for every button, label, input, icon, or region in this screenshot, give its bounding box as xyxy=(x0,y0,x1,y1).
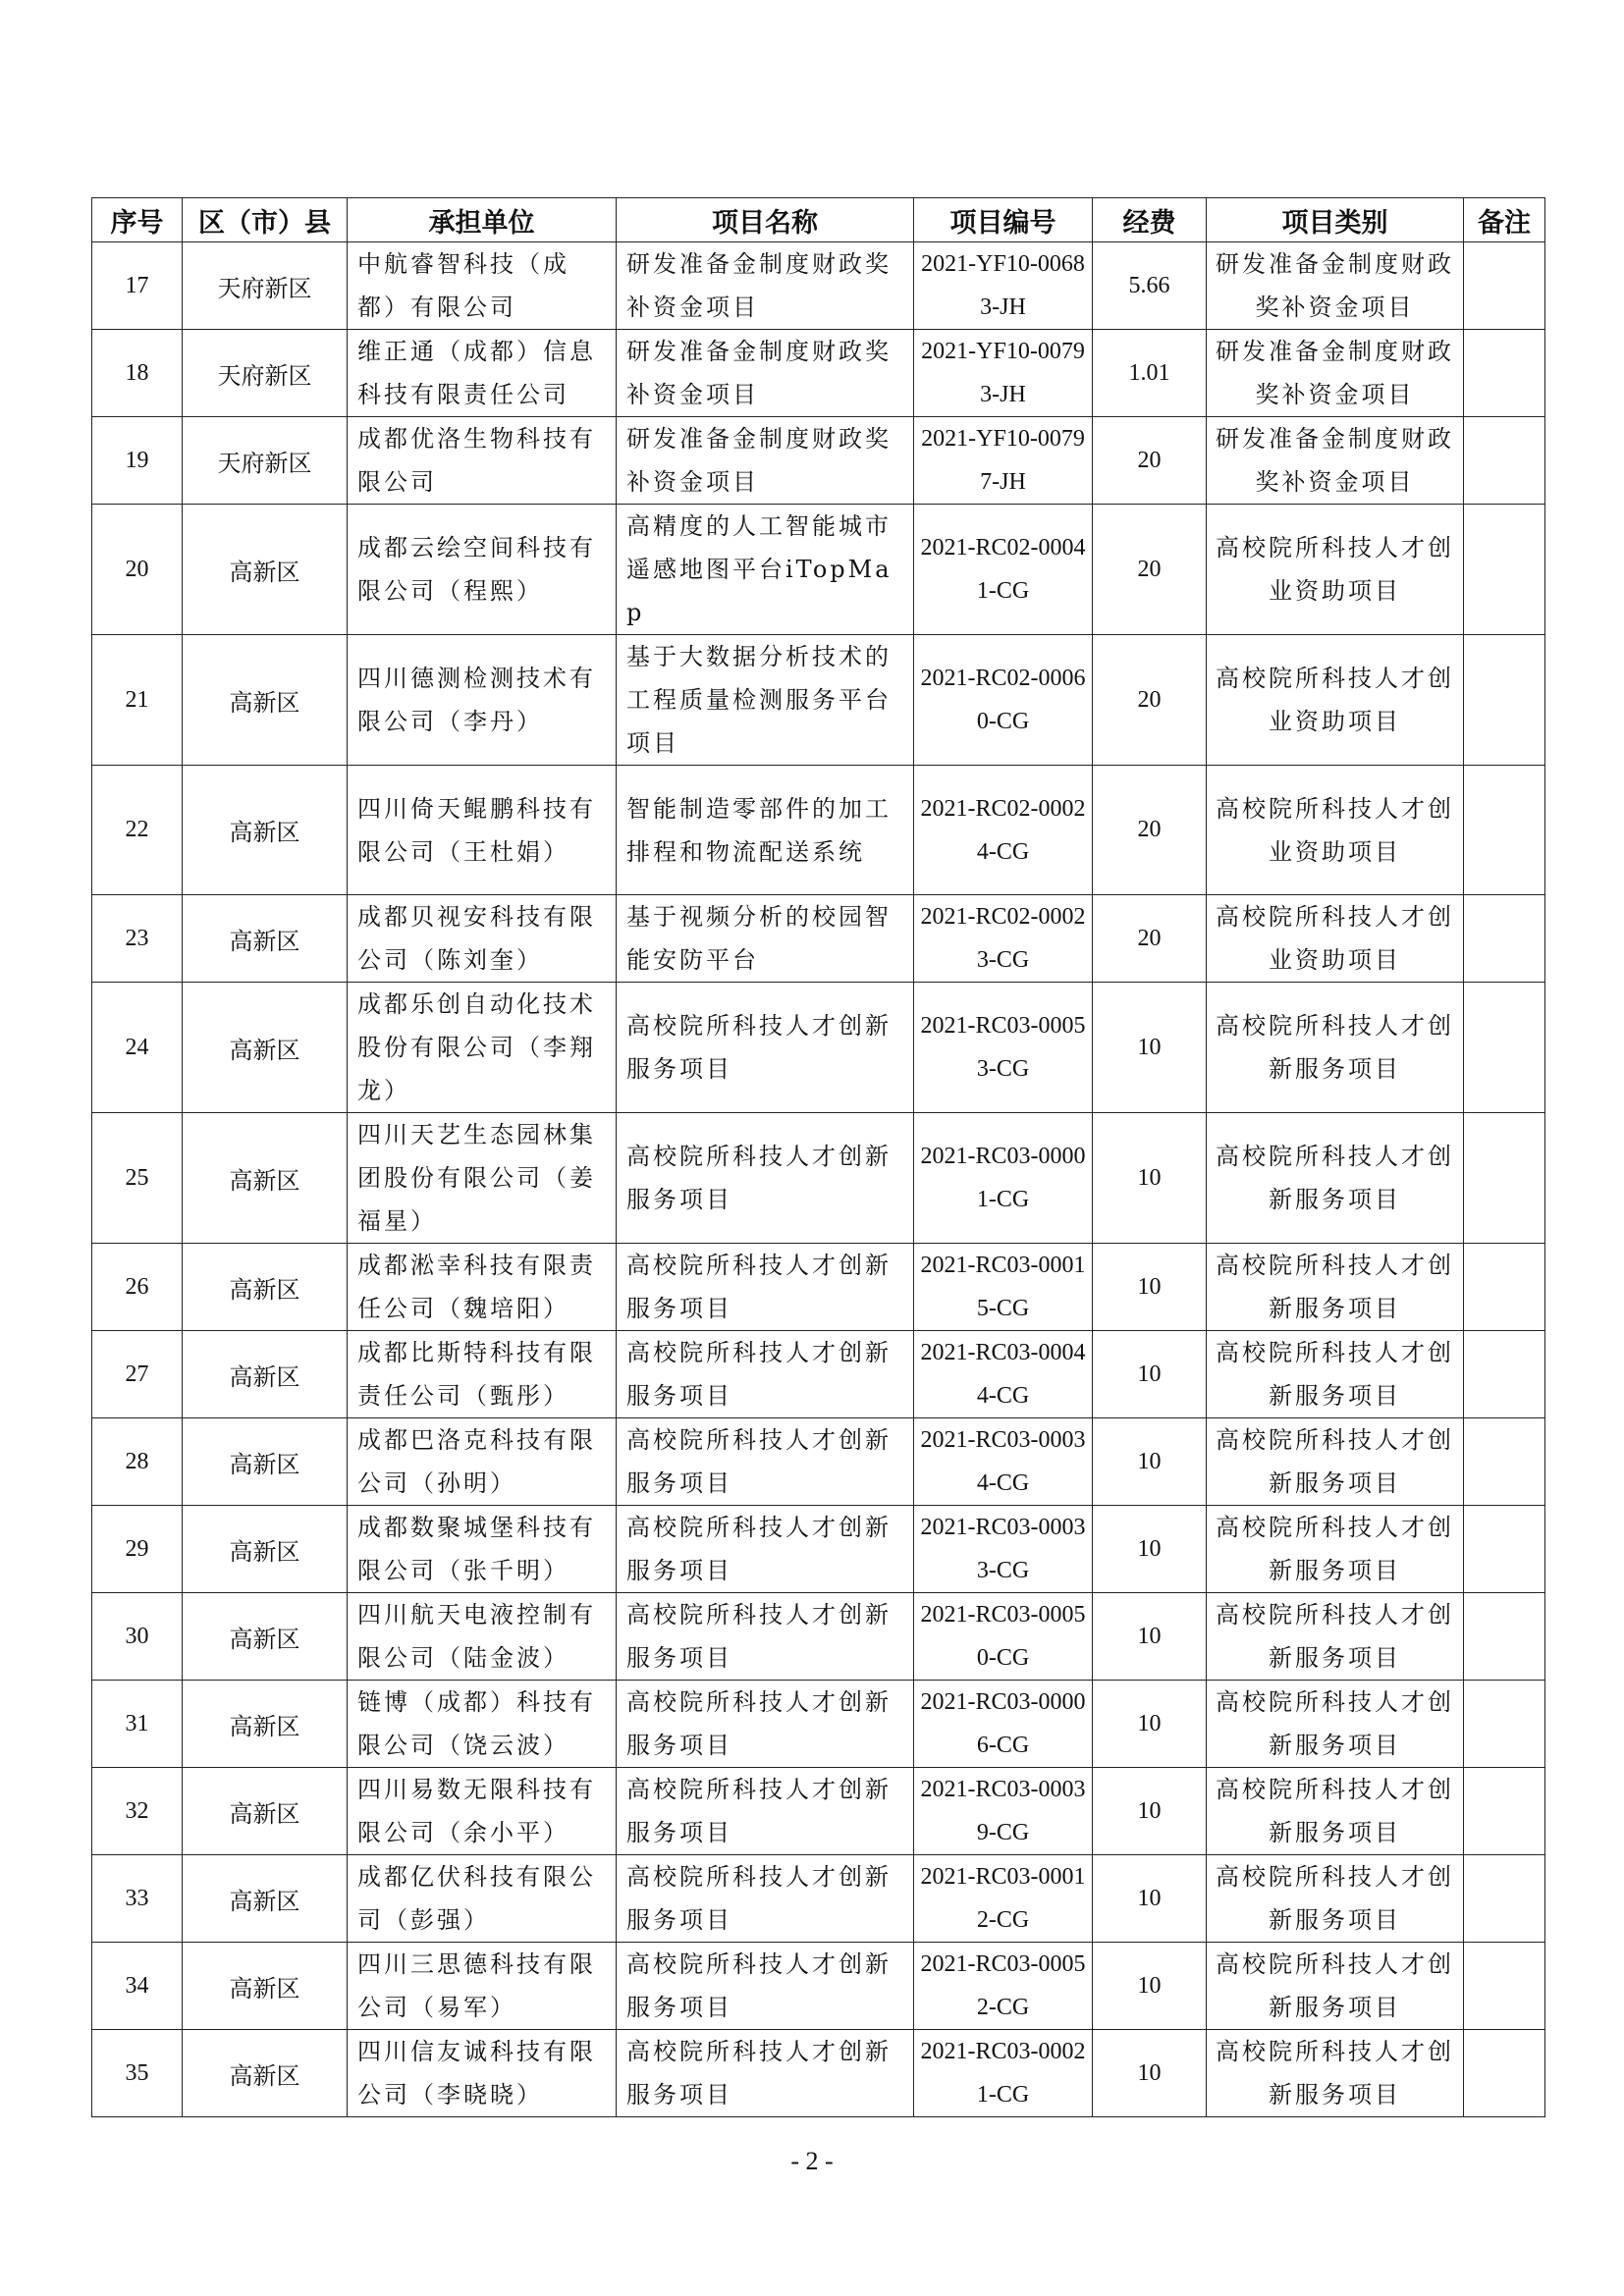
cell-district: 高新区 xyxy=(183,1943,348,2030)
cell-remark xyxy=(1464,1113,1545,1244)
cell-unit: 四川易数无限科技有限公司（余小平） xyxy=(348,1768,617,1855)
cell-funding: 10 xyxy=(1093,983,1207,1113)
cell-project: 高校院所科技人才创新服务项目 xyxy=(617,1418,914,1506)
cell-seq: 33 xyxy=(92,1855,183,1943)
cell-project: 高校院所科技人才创新服务项目 xyxy=(617,1681,914,1768)
cell-project: 研发准备金制度财政奖补资金项目 xyxy=(617,417,914,505)
cell-funding: 10 xyxy=(1093,1113,1207,1244)
cell-remark xyxy=(1464,1943,1545,2030)
cell-seq: 32 xyxy=(92,1768,183,1855)
cell-code: 2021-RC03-00050-CG xyxy=(914,1593,1093,1681)
cell-project: 高校院所科技人才创新服务项目 xyxy=(617,1506,914,1593)
cell-project: 高校院所科技人才创新服务项目 xyxy=(617,1855,914,1943)
cell-category: 高校院所科技人才创新服务项目 xyxy=(1207,1681,1464,1768)
cell-seq: 20 xyxy=(92,505,183,635)
cell-remark xyxy=(1464,505,1545,635)
header-category: 项目类别 xyxy=(1207,198,1464,242)
cell-funding: 20 xyxy=(1093,505,1207,635)
table-row xyxy=(92,242,1545,330)
cell-unit: 四川三思德科技有限公司（易军） xyxy=(348,1943,617,2030)
cell-seq: 35 xyxy=(92,2030,183,2117)
cell-funding: 10 xyxy=(1093,1244,1207,1331)
page-number: - 2 - xyxy=(790,2147,834,2175)
cell-code: 2021-RC03-00012-CG xyxy=(914,1855,1093,1943)
cell-project: 高校院所科技人才创新服务项目 xyxy=(617,983,914,1113)
table-row xyxy=(92,417,1545,505)
cell-funding: 10 xyxy=(1093,1418,1207,1506)
cell-project: 高精度的人工智能城市遥感地图平台iTopMap xyxy=(617,505,914,635)
header-project: 项目名称 xyxy=(617,198,914,242)
cell-code: 2021-RC03-00034-CG xyxy=(914,1418,1093,1506)
table-row xyxy=(92,1331,1545,1418)
cell-category: 高校院所科技人才创新服务项目 xyxy=(1207,1506,1464,1593)
cell-seq: 27 xyxy=(92,1331,183,1418)
table-row xyxy=(92,766,1545,895)
cell-unit: 中航睿智科技（成都）有限公司 xyxy=(348,242,617,330)
cell-unit: 四川倚天鲲鹏科技有限公司（王杜娟） xyxy=(348,766,617,895)
cell-code: 2021-RC03-00039-CG xyxy=(914,1768,1093,1855)
cell-unit: 成都亿伏科技有限公司（彭强） xyxy=(348,1855,617,1943)
cell-remark xyxy=(1464,330,1545,417)
cell-category: 高校院所科技人才创新服务项目 xyxy=(1207,1331,1464,1418)
cell-district: 高新区 xyxy=(183,1593,348,1681)
cell-unit: 成都优洛生物科技有限公司 xyxy=(348,417,617,505)
cell-project: 高校院所科技人才创新服务项目 xyxy=(617,1113,914,1244)
table-row xyxy=(92,1506,1545,1593)
cell-seq: 24 xyxy=(92,983,183,1113)
header-seq: 序号 xyxy=(92,198,183,242)
table-body xyxy=(92,242,1545,2117)
cell-seq: 19 xyxy=(92,417,183,505)
cell-district: 高新区 xyxy=(183,1418,348,1506)
table-row xyxy=(92,1113,1545,1244)
cell-funding: 10 xyxy=(1093,1506,1207,1593)
cell-unit: 成都云绘空间科技有限公司（程熙） xyxy=(348,505,617,635)
table-row xyxy=(92,2030,1545,2117)
header-code: 项目编号 xyxy=(914,198,1093,242)
cell-remark xyxy=(1464,1855,1545,1943)
cell-unit: 四川信友诚科技有限公司（李晓晓） xyxy=(348,2030,617,2117)
cell-funding: 20 xyxy=(1093,417,1207,505)
table-row xyxy=(92,1855,1545,1943)
cell-code: 2021-RC03-00053-CG xyxy=(914,983,1093,1113)
project-table xyxy=(91,197,1545,2117)
cell-remark xyxy=(1464,1244,1545,1331)
cell-code: 2021-RC03-00001-CG xyxy=(914,1113,1093,1244)
cell-code: 2021-RC02-00024-CG xyxy=(914,766,1093,895)
cell-unit: 成都淞幸科技有限责任公司（魏培阳） xyxy=(348,1244,617,1331)
cell-code: 2021-RC02-00023-CG xyxy=(914,895,1093,983)
cell-remark xyxy=(1464,1768,1545,1855)
cell-project: 高校院所科技人才创新服务项目 xyxy=(617,1593,914,1681)
table-header-row xyxy=(92,198,1545,242)
table-row xyxy=(92,1418,1545,1506)
table-row xyxy=(92,1768,1545,1855)
cell-project: 基于大数据分析技术的工程质量检测服务平台项目 xyxy=(617,635,914,766)
cell-district: 高新区 xyxy=(183,1855,348,1943)
cell-project: 基于视频分析的校园智能安防平台 xyxy=(617,895,914,983)
table-row xyxy=(92,983,1545,1113)
cell-project: 高校院所科技人才创新服务项目 xyxy=(617,1768,914,1855)
cell-category: 高校院所科技人才创新服务项目 xyxy=(1207,983,1464,1113)
cell-seq: 25 xyxy=(92,1113,183,1244)
cell-seq: 28 xyxy=(92,1418,183,1506)
cell-remark xyxy=(1464,1418,1545,1506)
cell-category: 研发准备金制度财政奖补资金项目 xyxy=(1207,417,1464,505)
cell-unit: 成都乐创自动化技术股份有限公司（李翔龙） xyxy=(348,983,617,1113)
table-row xyxy=(92,1943,1545,2030)
table-row xyxy=(92,895,1545,983)
cell-seq: 21 xyxy=(92,635,183,766)
cell-funding: 1.01 xyxy=(1093,330,1207,417)
cell-district: 高新区 xyxy=(183,766,348,895)
cell-category: 高校院所科技人才创新服务项目 xyxy=(1207,1244,1464,1331)
cell-category: 高校院所科技人才创新服务项目 xyxy=(1207,1855,1464,1943)
header-unit: 承担单位 xyxy=(348,198,617,242)
cell-project: 智能制造零部件的加工排程和物流配送系统 xyxy=(617,766,914,895)
cell-unit: 四川德测检测技术有限公司（李丹） xyxy=(348,635,617,766)
cell-code: 2021-RC03-00015-CG xyxy=(914,1244,1093,1331)
cell-seq: 23 xyxy=(92,895,183,983)
cell-unit: 成都贝视安科技有限公司（陈刘奎） xyxy=(348,895,617,983)
cell-district: 高新区 xyxy=(183,1331,348,1418)
cell-category: 高校院所科技人才创新服务项目 xyxy=(1207,1593,1464,1681)
cell-code: 2021-RC03-00033-CG xyxy=(914,1506,1093,1593)
cell-unit: 成都数聚城堡科技有限公司（张千明） xyxy=(348,1506,617,1593)
cell-code: 2021-RC03-00006-CG xyxy=(914,1681,1093,1768)
cell-project: 研发准备金制度财政奖补资金项目 xyxy=(617,330,914,417)
cell-remark xyxy=(1464,242,1545,330)
cell-district: 高新区 xyxy=(183,1681,348,1768)
cell-category: 高校院所科技人才创业资助项目 xyxy=(1207,766,1464,895)
cell-funding: 10 xyxy=(1093,1593,1207,1681)
cell-seq: 26 xyxy=(92,1244,183,1331)
cell-category: 高校院所科技人才创新服务项目 xyxy=(1207,2030,1464,2117)
cell-district: 天府新区 xyxy=(183,242,348,330)
cell-category: 高校院所科技人才创业资助项目 xyxy=(1207,895,1464,983)
table-row xyxy=(92,635,1545,766)
cell-remark xyxy=(1464,1506,1545,1593)
cell-district: 高新区 xyxy=(183,983,348,1113)
cell-unit: 链博（成都）科技有限公司（饶云波） xyxy=(348,1681,617,1768)
header-funding: 经费 xyxy=(1093,198,1207,242)
cell-remark xyxy=(1464,1331,1545,1418)
cell-funding: 20 xyxy=(1093,895,1207,983)
cell-code: 2021-RC03-00021-CG xyxy=(914,2030,1093,2117)
cell-remark xyxy=(1464,766,1545,895)
cell-code: 2021-RC03-00052-CG xyxy=(914,1943,1093,2030)
cell-district: 天府新区 xyxy=(183,417,348,505)
cell-district: 高新区 xyxy=(183,635,348,766)
cell-project: 研发准备金制度财政奖补资金项目 xyxy=(617,242,914,330)
table-row xyxy=(92,1681,1545,1768)
table-row xyxy=(92,330,1545,417)
cell-code: 2021-YF10-00683-JH xyxy=(914,242,1093,330)
cell-district: 天府新区 xyxy=(183,330,348,417)
cell-district: 高新区 xyxy=(183,505,348,635)
cell-funding: 20 xyxy=(1093,766,1207,895)
cell-code: 2021-YF10-00797-JH xyxy=(914,417,1093,505)
cell-code: 2021-RC02-00041-CG xyxy=(914,505,1093,635)
cell-category: 高校院所科技人才创业资助项目 xyxy=(1207,505,1464,635)
cell-project: 高校院所科技人才创新服务项目 xyxy=(617,1244,914,1331)
cell-seq: 18 xyxy=(92,330,183,417)
cell-unit: 四川天艺生态园林集团股份有限公司（姜福星） xyxy=(348,1113,617,1244)
cell-district: 高新区 xyxy=(183,895,348,983)
cell-seq: 22 xyxy=(92,766,183,895)
cell-remark xyxy=(1464,1593,1545,1681)
cell-project: 高校院所科技人才创新服务项目 xyxy=(617,2030,914,2117)
cell-funding: 5.66 xyxy=(1093,242,1207,330)
cell-category: 高校院所科技人才创业资助项目 xyxy=(1207,635,1464,766)
cell-category: 高校院所科技人才创新服务项目 xyxy=(1207,1113,1464,1244)
cell-seq: 17 xyxy=(92,242,183,330)
cell-district: 高新区 xyxy=(183,1113,348,1244)
table-row xyxy=(92,1593,1545,1681)
cell-remark xyxy=(1464,417,1545,505)
table-row xyxy=(92,505,1545,635)
cell-funding: 10 xyxy=(1093,1331,1207,1418)
cell-remark xyxy=(1464,635,1545,766)
header-remark: 备注 xyxy=(1464,198,1545,242)
cell-remark xyxy=(1464,2030,1545,2117)
cell-seq: 34 xyxy=(92,1943,183,2030)
cell-category: 研发准备金制度财政奖补资金项目 xyxy=(1207,242,1464,330)
cell-category: 研发准备金制度财政奖补资金项目 xyxy=(1207,330,1464,417)
cell-funding: 10 xyxy=(1093,1768,1207,1855)
cell-seq: 30 xyxy=(92,1593,183,1681)
cell-project: 高校院所科技人才创新服务项目 xyxy=(617,1943,914,2030)
cell-remark xyxy=(1464,895,1545,983)
cell-code: 2021-YF10-00793-JH xyxy=(914,330,1093,417)
cell-category: 高校院所科技人才创新服务项目 xyxy=(1207,1418,1464,1506)
cell-seq: 31 xyxy=(92,1681,183,1768)
cell-category: 高校院所科技人才创新服务项目 xyxy=(1207,1768,1464,1855)
cell-funding: 20 xyxy=(1093,635,1207,766)
cell-funding: 10 xyxy=(1093,1943,1207,2030)
cell-category: 高校院所科技人才创新服务项目 xyxy=(1207,1943,1464,2030)
cell-project: 高校院所科技人才创新服务项目 xyxy=(617,1331,914,1418)
cell-district: 高新区 xyxy=(183,1244,348,1331)
cell-remark xyxy=(1464,983,1545,1113)
cell-district: 高新区 xyxy=(183,1506,348,1593)
cell-remark xyxy=(1464,1681,1545,1768)
cell-code: 2021-RC03-00044-CG xyxy=(914,1331,1093,1418)
cell-funding: 10 xyxy=(1093,2030,1207,2117)
cell-unit: 维正通（成都）信息科技有限责任公司 xyxy=(348,330,617,417)
cell-funding: 10 xyxy=(1093,1855,1207,1943)
cell-funding: 10 xyxy=(1093,1681,1207,1768)
header-district: 区（市）县 xyxy=(183,198,348,242)
cell-code: 2021-RC02-00060-CG xyxy=(914,635,1093,766)
cell-unit: 成都巴洛克科技有限公司（孙明） xyxy=(348,1418,617,1506)
table-row xyxy=(92,1244,1545,1331)
cell-district: 高新区 xyxy=(183,1768,348,1855)
cell-unit: 四川航天电液控制有限公司（陆金波） xyxy=(348,1593,617,1681)
cell-unit: 成都比斯特科技有限责任公司（甄彤） xyxy=(348,1331,617,1418)
cell-seq: 29 xyxy=(92,1506,183,1593)
cell-district: 高新区 xyxy=(183,2030,348,2117)
